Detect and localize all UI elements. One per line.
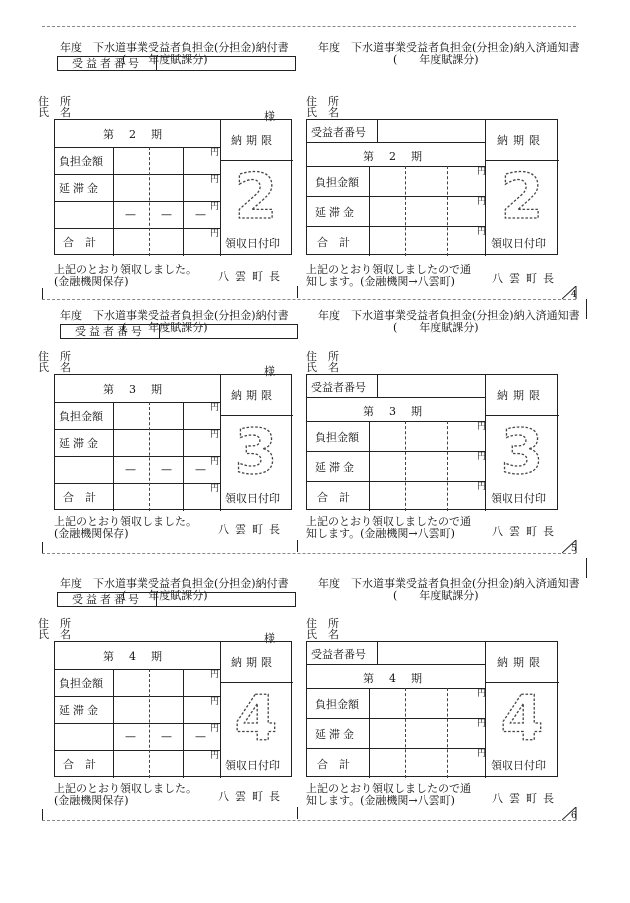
- notice-total-label: 合 計: [317, 758, 350, 771]
- row-line: [55, 228, 220, 229]
- bank-copy-note: (金融機関保存): [54, 527, 129, 540]
- mayor-signature-right: 八雲町長: [492, 272, 560, 285]
- name-label-right: 氏 名: [306, 361, 339, 374]
- payment-slip-subtitle: ( 年度賦課分): [122, 589, 208, 602]
- row-line: [55, 750, 220, 751]
- row-line: [307, 481, 485, 482]
- yen-unit: 円: [477, 227, 487, 237]
- period-number-outline: [225, 419, 287, 485]
- form-section: [0, 292, 630, 558]
- receipt-stamp-label: 領収日付印: [225, 759, 280, 772]
- burden-amount-label: 負担金額: [59, 677, 103, 690]
- name-label: 氏 名: [38, 106, 71, 119]
- row-line: [307, 451, 485, 452]
- row-line: [307, 688, 485, 689]
- yen-unit: 円: [210, 457, 220, 467]
- payment-slip-title: 年度 下水道事業受益者負担金(分担金)納付書: [60, 41, 289, 54]
- page-number: 4: [571, 290, 577, 300]
- notice-subtitle: ( 年度賦課分): [393, 53, 479, 66]
- name-label: 氏 名: [38, 361, 71, 374]
- bank-copy-note: (金融機関保存): [54, 275, 129, 288]
- yen-unit: 円: [210, 724, 220, 734]
- receipt-statement-right: [306, 264, 471, 288]
- address-label: 住 所: [38, 350, 71, 363]
- name-label-right: 氏 名: [306, 106, 339, 119]
- row-line: [55, 669, 220, 670]
- digit-divider: [447, 166, 448, 256]
- dash-mark: —: [125, 730, 136, 743]
- yen-unit: 円: [210, 697, 220, 707]
- digit-divider: [405, 421, 406, 511]
- due-date-label: 納期限: [231, 389, 276, 402]
- yen-unit: 円: [477, 719, 487, 729]
- yen-unit: 円: [210, 403, 220, 413]
- page-number: 5: [571, 544, 577, 554]
- row-line: [55, 483, 220, 484]
- row-line: [55, 174, 220, 175]
- beneficiary-number-label: 受益者番号: [61, 325, 160, 338]
- receipt-stamp-label: 領収日付印: [225, 237, 280, 250]
- receipt-statement-right: [306, 783, 471, 807]
- beneficiary-number-box: [57, 53, 296, 71]
- row-line: [307, 142, 485, 143]
- row-line: [55, 201, 220, 202]
- receipt-statement-line1: 上記のとおり領収しました。: [54, 515, 197, 528]
- burden-amount-label: 負担金額: [59, 410, 103, 423]
- total-label: 合 計: [63, 758, 96, 771]
- late-fee-label: 延滞金: [59, 437, 101, 450]
- notice-routing-note: 知します。(金融機関→八雲町): [306, 275, 455, 288]
- notice-period-number-outline: [491, 164, 553, 230]
- yen-unit: 円: [477, 422, 487, 432]
- payment-slip-table: [54, 119, 292, 255]
- row-line: [307, 421, 485, 422]
- due-row-line: [485, 682, 559, 683]
- notice-late-fee-label: 延滞金: [315, 728, 357, 741]
- notice-total-label: 合 計: [317, 491, 350, 504]
- col-line: [369, 166, 370, 256]
- col-line: [369, 421, 370, 511]
- digit-divider: [149, 147, 150, 256]
- yen-unit: 円: [477, 482, 487, 492]
- receipt-statement-left: [54, 516, 197, 540]
- notice-receipt-stamp-label: 領収日付印: [491, 237, 546, 250]
- row-line: [55, 147, 220, 148]
- notice-routing-note: 知します。(金融機関→八雲町): [306, 527, 455, 540]
- notice-beneficiary-label: 受益者番号: [311, 648, 366, 661]
- late-fee-label: 延滞金: [59, 182, 101, 195]
- address-label-right: 住 所: [306, 617, 339, 630]
- mayor-signature-right: 八雲町長: [492, 792, 560, 805]
- due-row-line: [220, 682, 293, 683]
- digit-divider: [447, 421, 448, 511]
- digit-divider: [447, 688, 448, 778]
- notice-receipt-stamp-label: 領収日付印: [491, 492, 546, 505]
- notice-table: [306, 119, 558, 255]
- yen-unit: 円: [210, 484, 220, 494]
- notice-burden-label: 負担金額: [315, 698, 359, 711]
- late-fee-label: 延滞金: [59, 704, 101, 717]
- burden-amount-label: 負担金額: [59, 155, 103, 168]
- notice-period-label: 第 2 期: [363, 150, 424, 163]
- notice-due-label: 納期限: [497, 134, 545, 147]
- col-line: [183, 669, 184, 778]
- due-column-line: [220, 120, 221, 256]
- form-section: [0, 24, 630, 300]
- outlined-digit-text: 4: [500, 686, 544, 748]
- notice-receipt-stamp-label: 領収日付印: [491, 759, 546, 772]
- notice-period-number-outline: [491, 419, 553, 485]
- col-line: [377, 375, 378, 397]
- notice-late-fee-label: 延滞金: [315, 461, 357, 474]
- notice-subtitle: ( 年度賦課分): [393, 321, 479, 334]
- dash-mark: —: [161, 463, 172, 476]
- payment-slip-title: 年度 下水道事業受益者負担金(分担金)納付書: [60, 309, 289, 322]
- address-label: 住 所: [38, 95, 71, 108]
- digit-divider: [405, 166, 406, 256]
- notice-title: 年度 下水道事業受益者負担金(分担金)納入済通知書: [318, 41, 580, 54]
- notice-statement-line1: 上記のとおり領収しましたので通: [306, 782, 471, 795]
- notice-late-fee-label: 延滞金: [315, 206, 357, 219]
- form-section: [0, 560, 630, 826]
- center-divider: [297, 540, 298, 552]
- row-line: [307, 748, 485, 749]
- honorific-label: 様: [264, 632, 275, 645]
- outlined-digit: [491, 419, 553, 481]
- col-line: [377, 120, 378, 142]
- period-label: 第 4 期: [103, 650, 164, 663]
- outlined-digit-text: 4: [234, 686, 278, 748]
- dash-mark: —: [195, 730, 206, 743]
- page-number: 6: [571, 811, 577, 821]
- notice-total-label: 合 計: [317, 236, 350, 249]
- yen-unit: 円: [210, 175, 220, 185]
- col-line: [113, 147, 114, 256]
- digit-divider: [405, 688, 406, 778]
- beneficiary-number-box: [60, 321, 298, 339]
- receipt-statement-left: [54, 783, 197, 807]
- receipt-statement-line1: 上記のとおり領収しました。: [54, 263, 197, 276]
- outlined-digit-text: 2: [500, 164, 544, 226]
- receipt-stamp-label: 領収日付印: [225, 492, 280, 505]
- outlined-digit-text: 3: [500, 419, 544, 481]
- due-row-line: [220, 415, 293, 416]
- mayor-signature-left: 八雲町長: [218, 523, 286, 536]
- bank-copy-note: (金融機関保存): [54, 794, 129, 807]
- notice-period-label: 第 4 期: [363, 672, 424, 685]
- address-label: 住 所: [38, 617, 71, 630]
- outlined-digit-text: 3: [234, 419, 278, 481]
- yen-unit: 円: [210, 229, 220, 239]
- col-line: [183, 147, 184, 256]
- col-line: [113, 402, 114, 511]
- due-row-line: [220, 160, 293, 161]
- notice-title: 年度 下水道事業受益者負担金(分担金)納入済通知書: [318, 577, 580, 590]
- notice-title: 年度 下水道事業受益者負担金(分担金)納入済通知書: [318, 309, 580, 322]
- row-line: [307, 226, 485, 227]
- notice-subtitle: ( 年度賦課分): [393, 589, 479, 602]
- outlined-digit: [225, 164, 287, 226]
- outlined-digit: [225, 419, 287, 481]
- address-label-right: 住 所: [306, 350, 339, 363]
- outlined-digit-text: 2: [234, 164, 278, 226]
- due-row-line: [485, 415, 559, 416]
- col-line: [369, 688, 370, 778]
- address-label-right: 住 所: [306, 95, 339, 108]
- due-row-line: [485, 160, 559, 161]
- row-line: [307, 718, 485, 719]
- notice-beneficiary-label: 受益者番号: [311, 126, 366, 139]
- notice-table: [306, 641, 558, 777]
- row-line: [55, 429, 220, 430]
- notice-burden-label: 負担金額: [315, 431, 359, 444]
- notice-statement-line1: 上記のとおり領収しましたので通: [306, 515, 471, 528]
- notice-statement-line1: 上記のとおり領収しましたので通: [306, 263, 471, 276]
- yen-unit: 円: [477, 452, 487, 462]
- outlined-digit: [491, 686, 553, 748]
- dash-mark: —: [125, 463, 136, 476]
- mayor-signature-left: 八雲町長: [218, 790, 286, 803]
- receipt-statement-left: [54, 264, 197, 288]
- col-line: [183, 402, 184, 511]
- col-line: [377, 642, 378, 664]
- notice-table: [306, 374, 558, 510]
- mayor-signature-right: 八雲町長: [492, 525, 560, 538]
- period-number-outline: [225, 164, 287, 230]
- total-label: 合 計: [63, 236, 96, 249]
- yen-unit: 円: [210, 670, 220, 680]
- yen-unit: 円: [477, 749, 487, 759]
- cut-line: [42, 553, 576, 554]
- payment-slip-subtitle: ( 年度賦課分): [122, 53, 208, 66]
- row-line: [307, 166, 485, 167]
- payment-slip-title: 年度 下水道事業受益者負担金(分担金)納付書: [60, 577, 289, 590]
- dash-mark: —: [161, 208, 172, 221]
- period-number-outline: [225, 686, 287, 752]
- row-line: [55, 402, 220, 403]
- notice-beneficiary-label: 受益者番号: [311, 381, 366, 394]
- cut-line: [42, 820, 576, 821]
- digit-divider: [149, 402, 150, 511]
- notice-burden-label: 負担金額: [315, 176, 359, 189]
- beneficiary-number-label: 受益者番号: [58, 57, 157, 70]
- name-label-right: 氏 名: [306, 628, 339, 641]
- receipt-statement-line1: 上記のとおり領収しました。: [54, 782, 197, 795]
- dash-mark: —: [125, 208, 136, 221]
- row-line: [55, 456, 220, 457]
- due-date-label: 納期限: [231, 656, 276, 669]
- honorific-label: 様: [264, 365, 275, 378]
- total-label: 合 計: [63, 491, 96, 504]
- due-column-line: [220, 375, 221, 511]
- notice-due-label: 納期限: [497, 389, 545, 402]
- yen-unit: 円: [210, 148, 220, 158]
- center-divider: [297, 807, 298, 819]
- payment-slip-table: [54, 374, 292, 510]
- notice-routing-note: 知します。(金融機関→八雲町): [306, 794, 455, 807]
- dash-mark: —: [195, 463, 206, 476]
- row-line: [55, 723, 220, 724]
- period-label: 第 3 期: [103, 383, 164, 396]
- mayor-signature-left: 八雲町長: [218, 270, 286, 283]
- row-line: [307, 196, 485, 197]
- period-label: 第 2 期: [103, 128, 164, 141]
- honorific-label: 様: [264, 110, 275, 123]
- dash-mark: —: [161, 730, 172, 743]
- row-line: [307, 397, 485, 398]
- beneficiary-number-box: [57, 589, 296, 607]
- receipt-statement-right: [306, 516, 471, 540]
- yen-unit: 円: [477, 197, 487, 207]
- due-column-line: [220, 642, 221, 778]
- notice-period-label: 第 3 期: [363, 405, 424, 418]
- yen-unit: 円: [210, 430, 220, 440]
- name-label: 氏 名: [38, 628, 71, 641]
- notice-due-label: 納期限: [497, 656, 545, 669]
- row-line: [55, 696, 220, 697]
- yen-unit: 円: [477, 689, 487, 699]
- col-line: [113, 669, 114, 778]
- dash-mark: —: [195, 208, 206, 221]
- outlined-digit: [225, 686, 287, 748]
- yen-unit: 円: [210, 751, 220, 761]
- yen-unit: 円: [210, 202, 220, 212]
- beneficiary-number-label: 受益者番号: [58, 593, 157, 606]
- due-date-label: 納期限: [231, 134, 276, 147]
- outlined-digit: [491, 164, 553, 226]
- digit-divider: [149, 669, 150, 778]
- payment-slip-table: [54, 641, 292, 777]
- notice-period-number-outline: [491, 686, 553, 752]
- yen-unit: 円: [477, 167, 487, 177]
- payment-slip-subtitle: ( 年度賦課分): [122, 321, 208, 334]
- row-line: [307, 664, 485, 665]
